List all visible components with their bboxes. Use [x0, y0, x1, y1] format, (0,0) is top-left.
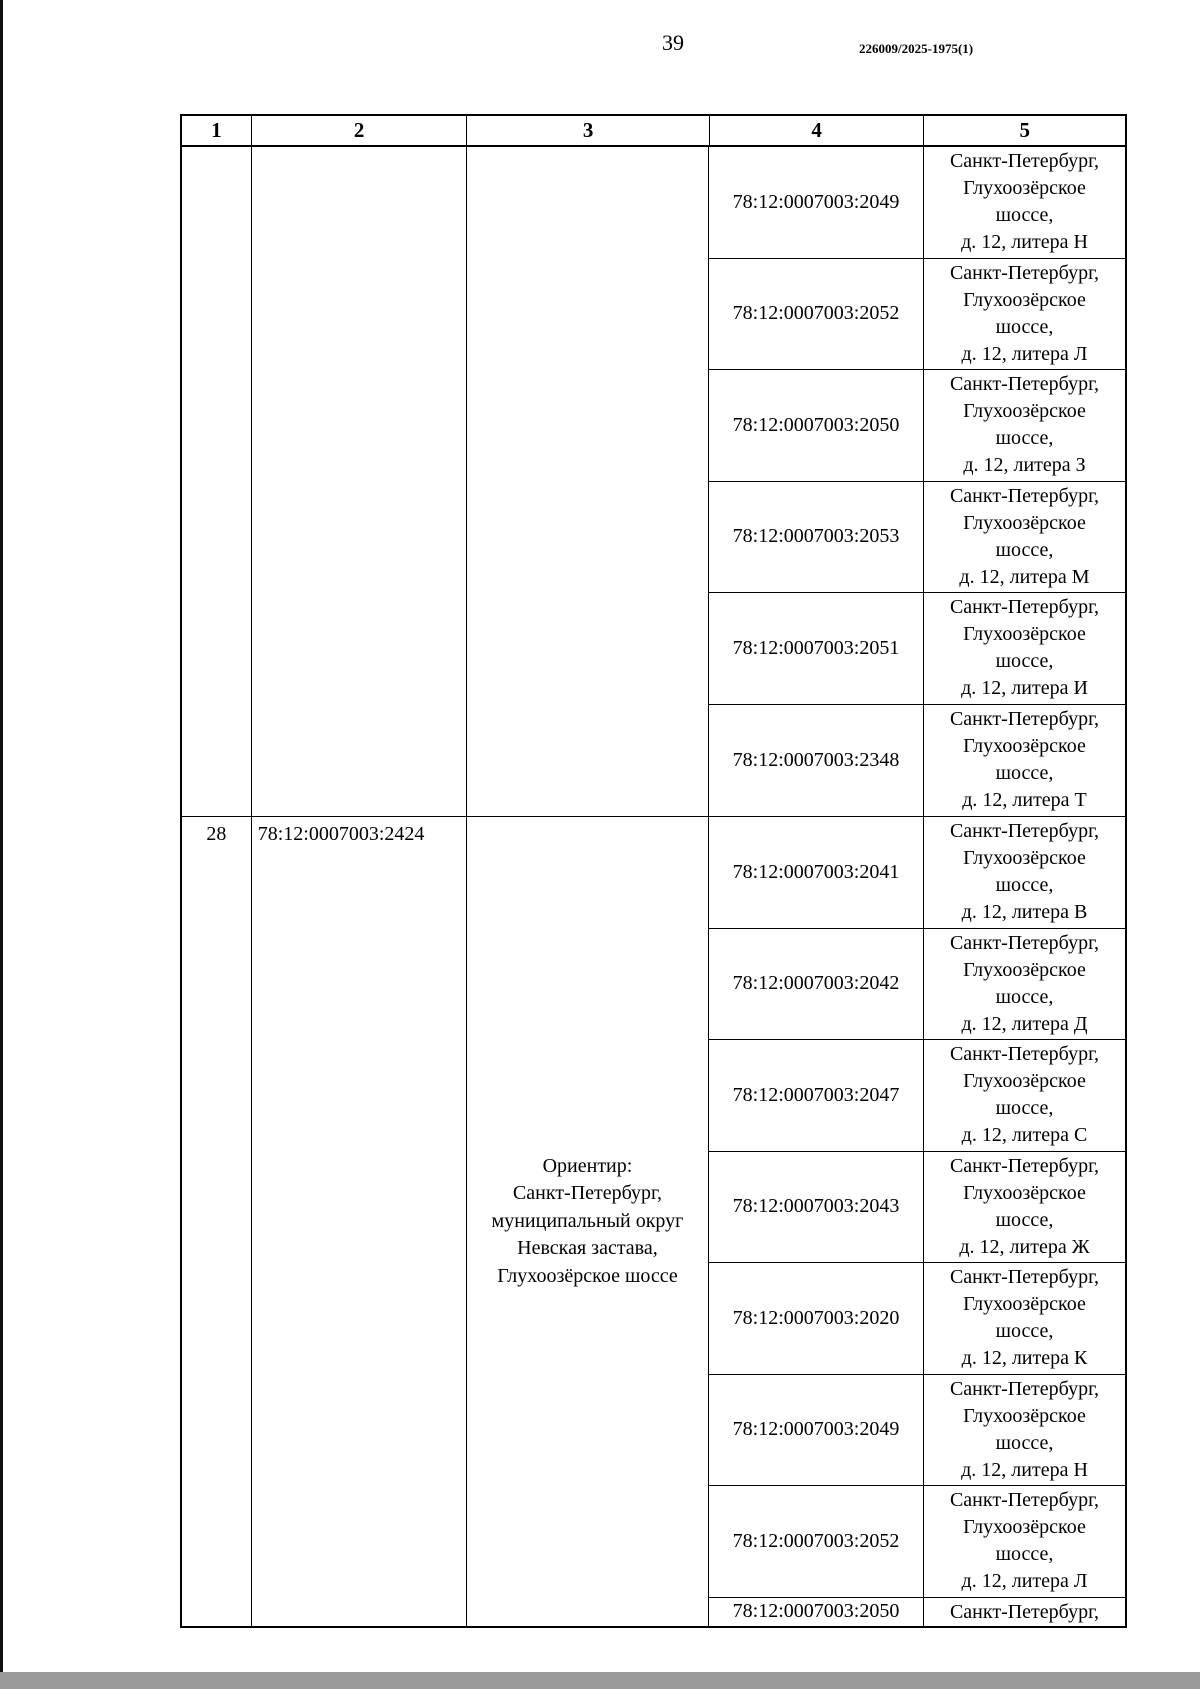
address-line: Глухоозёрское: [963, 288, 1086, 311]
address: [924, 259, 1125, 370]
address: [924, 1152, 1125, 1263]
header-col-1: 1: [182, 116, 252, 145]
address-line: Глухоозёрское: [963, 1070, 1086, 1092]
cadastral-number: 78:12:0007003:2050: [709, 370, 924, 481]
address-line: Санкт-Петербург,: [949, 373, 1100, 395]
table-row: [709, 482, 1125, 594]
address-line: Санкт-Петербург,: [949, 1600, 1100, 1623]
table-row: [709, 929, 1125, 1041]
address-line: Глухоозёрское: [963, 1181, 1086, 1204]
parent-cadastral-number: 78:12:0007003:2424: [252, 817, 467, 1626]
table-header-row: [180, 114, 1127, 147]
cadastral-number: 78:12:0007003:2043: [709, 1152, 924, 1263]
address: [924, 147, 1125, 258]
table-row: [709, 147, 1125, 259]
row-number: [182, 147, 252, 816]
address-line: Санкт-Петербург,: [949, 707, 1100, 730]
table-row: [709, 705, 1125, 817]
address-line: Санкт-Петербург,: [949, 484, 1100, 507]
object-rows: [709, 817, 1125, 1626]
address-line: Санкт-Петербург,: [949, 596, 1100, 618]
address: [924, 929, 1125, 1040]
address: [924, 1486, 1125, 1597]
address-line: шоссе,: [995, 1431, 1054, 1454]
header-col-4: 4: [710, 116, 925, 145]
document-code: 226009/2025-1975(1): [859, 41, 974, 56]
parent-cadastral-number: [252, 147, 467, 816]
location-line: Санкт-Петербург,: [512, 1182, 662, 1204]
table-row: [709, 593, 1125, 705]
address-line: шоссе,: [995, 985, 1054, 1008]
block2-group: [180, 817, 1127, 1628]
address-line: Санкт-Петербург,: [949, 820, 1100, 842]
cadastral-number: 78:12:0007003:2348: [709, 705, 924, 817]
address: [924, 482, 1125, 593]
cadastral-number: 78:12:0007003:2050: [709, 1598, 924, 1626]
table-row: [709, 1263, 1125, 1375]
address-line: шоссе,: [995, 427, 1054, 449]
table-row: [709, 1598, 1125, 1626]
address-line: шоссе,: [995, 761, 1054, 784]
table-row: [709, 1040, 1125, 1152]
address-line: д. 12, литера С: [961, 1124, 1088, 1146]
address-line: Глухоозёрское: [963, 177, 1086, 199]
address-line: Глухоозёрское: [963, 847, 1086, 869]
page-number: 39: [662, 30, 684, 55]
address-line: д. 12, литера З: [963, 454, 1086, 476]
cadastral-number: 78:12:0007003:2049: [709, 1375, 924, 1486]
cadastral-number: 78:12:0007003:2047: [709, 1040, 924, 1151]
scan-edge-left: [0, 0, 3, 1689]
cadastral-number: 78:12:0007003:2042: [709, 929, 924, 1040]
address-line: Глухоозёрское: [963, 1516, 1086, 1538]
address: [924, 1375, 1125, 1486]
address-line: шоссе,: [995, 204, 1054, 226]
address: [924, 370, 1125, 481]
address-line: д. 12, литера Н: [961, 1458, 1088, 1481]
address-line: д. 12, литера Ж: [959, 1235, 1090, 1258]
address: [924, 705, 1125, 817]
header-col-2: 2: [252, 116, 468, 145]
address-line: Глухоозёрское: [963, 511, 1086, 534]
address-line: д. 12, литера И: [961, 677, 1088, 699]
address-line: шоссе,: [995, 1208, 1054, 1231]
location-description: [467, 147, 709, 816]
location-line: Глухоозёрское шоссе: [497, 1264, 678, 1287]
address-line: д. 12, литера М: [959, 565, 1090, 588]
address-line: Санкт-Петербург,: [949, 1266, 1100, 1288]
cadastral-number: 78:12:0007003:2020: [709, 1263, 924, 1374]
address-line: шоссе,: [995, 315, 1054, 338]
address-line: д. 12, литера Т: [962, 788, 1087, 811]
address-line: д. 12, литера Л: [961, 342, 1088, 365]
address-line: шоссе,: [995, 1097, 1054, 1119]
header-col-3: 3: [467, 116, 709, 145]
table-row: [709, 1152, 1125, 1264]
address-line: Санкт-Петербург,: [949, 1154, 1100, 1177]
location-lines: [492, 1153, 684, 1291]
address-line: шоссе,: [995, 1320, 1054, 1342]
location-line: Невская застава,: [517, 1237, 658, 1259]
address-line: д. 12, литера Н: [961, 231, 1088, 253]
cadastral-number: 78:12:0007003:2041: [709, 817, 924, 928]
address-line: шоссе,: [995, 874, 1054, 896]
address-line: д. 12, литера Д: [961, 1012, 1088, 1035]
object-rows: [709, 147, 1125, 816]
address: [924, 593, 1125, 704]
address-line: Санкт-Петербург,: [949, 1043, 1100, 1065]
table-row: [709, 817, 1125, 929]
address-line: Глухоозёрское: [963, 1404, 1086, 1427]
address-line: Глухоозёрское: [963, 623, 1086, 645]
table-row: [709, 259, 1125, 371]
address-line: Санкт-Петербург,: [949, 150, 1100, 172]
scan-edge-bottom: [0, 1672, 1200, 1689]
address-line: Санкт-Петербург,: [949, 261, 1100, 284]
table-body: [180, 147, 1127, 1628]
location-line: муниципальный округ: [491, 1209, 684, 1232]
cadastral-number: 78:12:0007003:2052: [709, 259, 924, 370]
table-row: [709, 1486, 1125, 1598]
address-line: шоссе,: [995, 538, 1054, 561]
cadastral-number: 78:12:0007003:2049: [709, 147, 924, 258]
table-row: [709, 1375, 1125, 1487]
address-line: Санкт-Петербург,: [949, 1377, 1100, 1400]
cadastral-table: [180, 114, 1127, 1628]
address-line: д. 12, литера К: [961, 1347, 1088, 1369]
table-row: [709, 370, 1125, 482]
address: [924, 1263, 1125, 1374]
header-col-5: 5: [1019, 118, 1030, 142]
location-line: Ориентир:: [542, 1154, 633, 1177]
cadastral-number: 78:12:0007003:2051: [709, 593, 924, 704]
block1-group: [180, 147, 1127, 817]
address-line: шоссе,: [995, 1543, 1054, 1565]
cadastral-number: 78:12:0007003:2052: [709, 1486, 924, 1597]
address: [924, 1040, 1125, 1151]
address-line: шоссе,: [995, 650, 1054, 672]
address-line: Глухоозёрское: [963, 400, 1086, 422]
address: [924, 1598, 1125, 1626]
cadastral-number: 78:12:0007003:2053: [709, 482, 924, 593]
location-description: [467, 817, 709, 1626]
address-line: Глухоозёрское: [963, 734, 1086, 757]
address-line: Глухоозёрское: [963, 1293, 1086, 1315]
address-line: Санкт-Петербург,: [949, 931, 1100, 954]
address-line: Глухоозёрское: [963, 958, 1086, 981]
row-number: 28: [182, 817, 252, 1626]
address: [924, 817, 1125, 928]
address-line: д. 12, литера Л: [961, 1570, 1088, 1592]
address-line: д. 12, литера В: [961, 901, 1088, 923]
address-line: Санкт-Петербург,: [949, 1489, 1100, 1511]
